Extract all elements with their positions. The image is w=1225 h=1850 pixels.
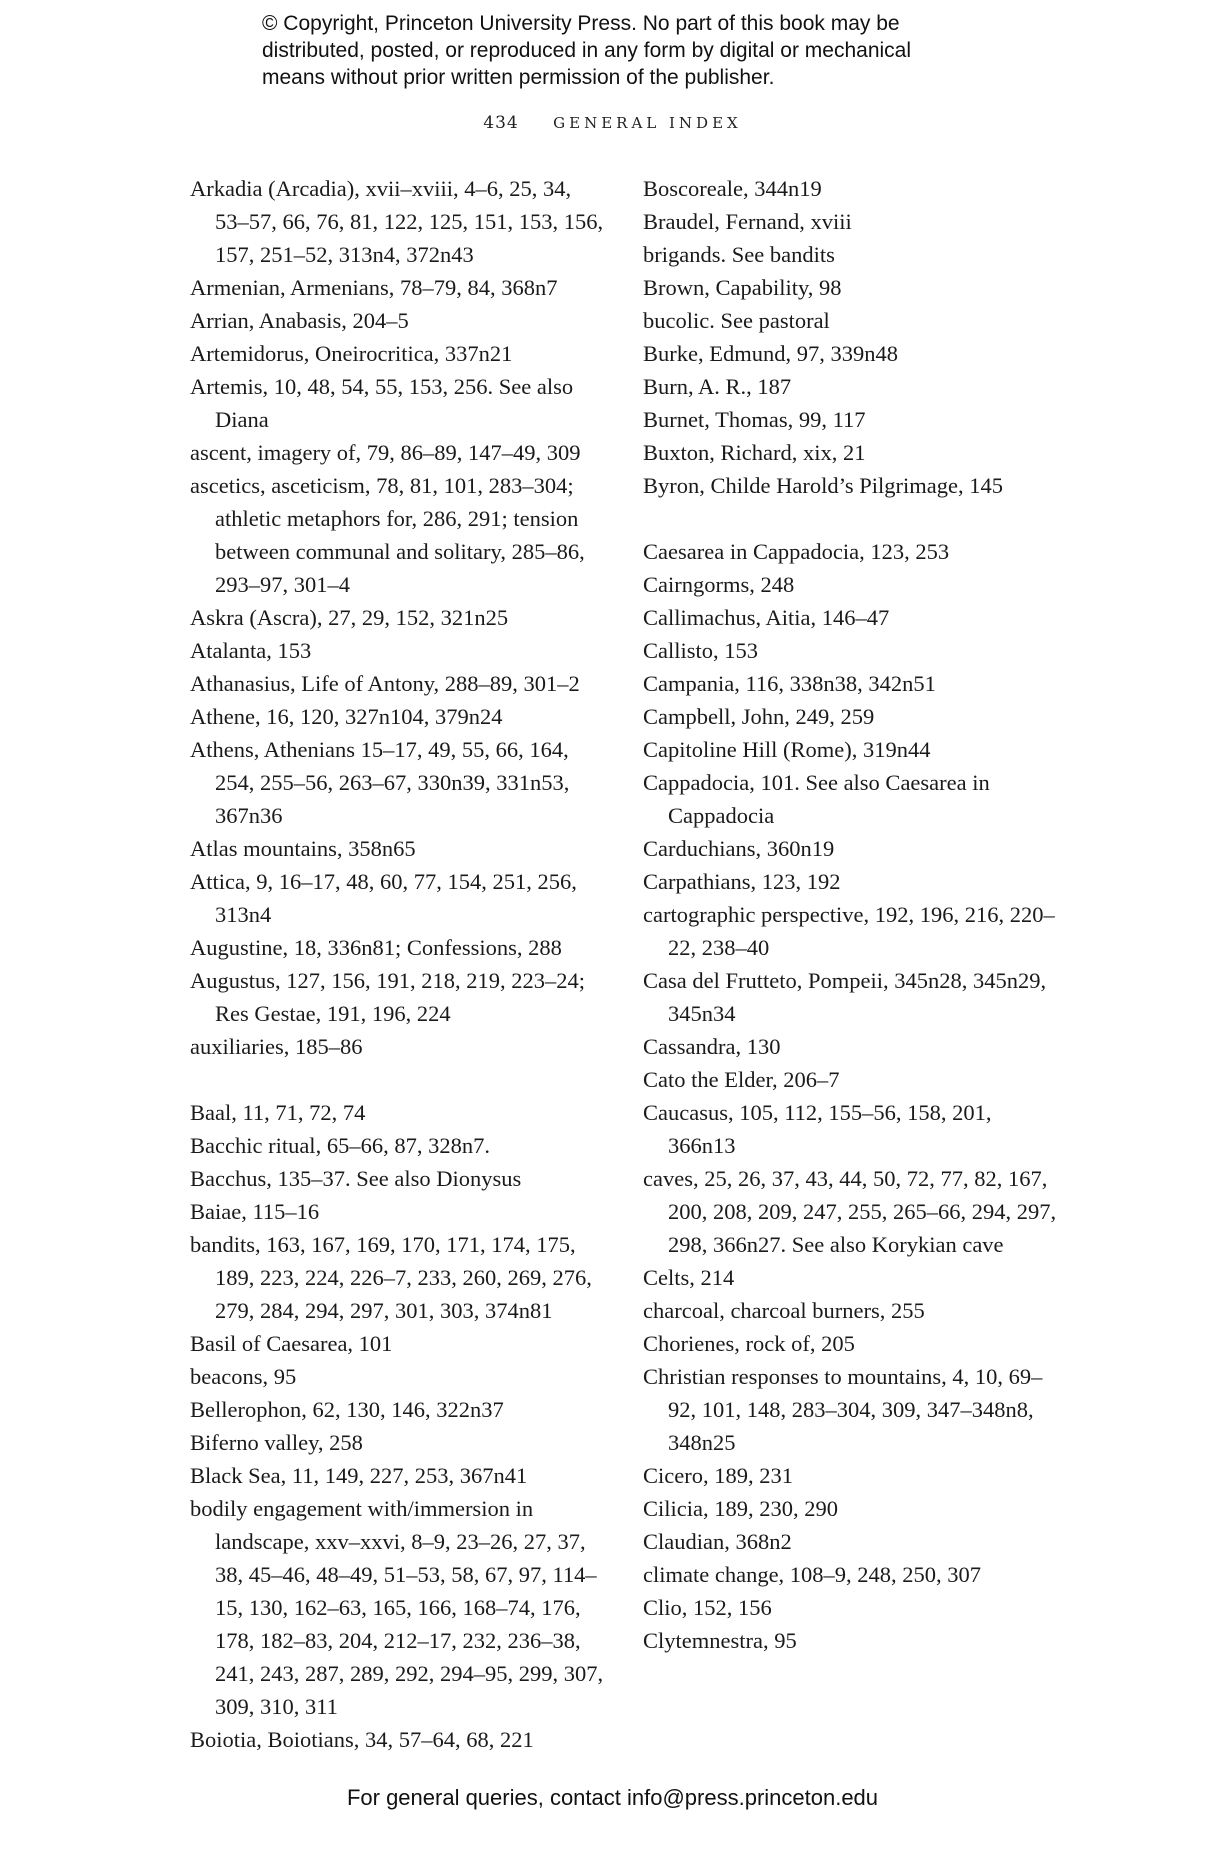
index-entry: Burke, Edmund, 97, 339n48: [643, 341, 898, 366]
index-entry: Campbell, John, 249, 259: [643, 704, 875, 729]
index-entry: Callisto, 153: [643, 638, 759, 663]
index-entry: Bacchic ritual, 65–66, 87, 328n7.: [190, 1133, 490, 1158]
index-entry: Boiotia, Boiotians, 34, 57–64, 68, 221: [190, 1727, 534, 1752]
index-entry: climate change, 108–9, 248, 250, 307: [643, 1562, 982, 1587]
index-entry: Christian responses to mountains, 4, 10, 69–92, 101, 148, 283–304, 309, 347–348n8, 348n25: [643, 1364, 1043, 1455]
index-entry: Artemidorus, Oneirocritica, 337n21: [190, 341, 513, 366]
index-entry: Cicero, 189, 231: [643, 1463, 793, 1488]
index-column-right: [643, 172, 1063, 1657]
index-column-left: [190, 172, 610, 1756]
page-title: GENERAL INDEX: [553, 114, 742, 132]
index-entry: Buxton, Richard, xix, 21: [643, 440, 866, 465]
index-entry: ascent, imagery of, 79, 86–89, 147–49, 309: [190, 440, 581, 465]
index-entry: ascetics, asceticism, 78, 81, 101, 283–304; athletic metaphors for, 286, 291; tension between communal and solitary, 285–86, 293–97, 301–4: [190, 473, 585, 597]
section-gap: [190, 1063, 610, 1096]
index-entry: Claudian, 368n2: [643, 1529, 792, 1554]
index-entry: Bellerophon, 62, 130, 146, 322n37: [190, 1397, 504, 1422]
copyright-line: distributed, posted, or reproduced in any form by digital or mechanical: [262, 39, 912, 62]
index-entry: Biferno valley, 258: [190, 1430, 363, 1455]
running-head: [0, 113, 1225, 133]
index-entry: Augustus, 127, 156, 191, 218, 219, 223–24; Res Gestae, 191, 196, 224: [190, 968, 586, 1026]
index-entry: Baal, 11, 71, 72, 74: [190, 1100, 366, 1125]
index-entry: Chorienes, rock of, 205: [643, 1331, 855, 1356]
index-entry: Burn, A. R., 187: [643, 374, 792, 399]
page-number: 434: [483, 113, 519, 133]
index-entry: Cairngorms, 248: [643, 572, 795, 597]
index-entry: Callimachus, Aitia, 146–47: [643, 605, 890, 630]
index-entry: Basil of Caesarea, 101: [190, 1331, 393, 1356]
index-entry: cartographic perspective, 192, 196, 216, 220–22, 238–40: [643, 902, 1055, 960]
index-entry: Artemis, 10, 48, 54, 55, 153, 256. See also Diana: [190, 374, 574, 432]
index-entry: Clio, 152, 156: [643, 1595, 772, 1620]
index-entry: Black Sea, 11, 149, 227, 253, 367n41: [190, 1463, 528, 1488]
index-entry: Carduchians, 360n19: [643, 836, 835, 861]
index-entry: Attica, 9, 16–17, 48, 60, 77, 154, 251, 256, 313n4: [190, 869, 577, 927]
index-entry: Bacchus, 135–37. See also Dionysus: [190, 1166, 522, 1191]
footer-contact: For general queries, contact info@press.princeton.edu: [346, 1785, 879, 1810]
index-entry: beacons, 95: [190, 1364, 297, 1389]
index-entry: brigands. See bandits: [643, 242, 835, 267]
index-entry: Athene, 16, 120, 327n104, 379n24: [190, 704, 503, 729]
index-entry: Cato the Elder, 206–7: [643, 1067, 840, 1092]
index-entry: Arkadia (Arcadia), xvii–xviii, 4–6, 25, 34, 53–57, 66, 76, 81, 122, 125, 151, 153, 156, 157, 251–52, 313n4, 372n43: [190, 176, 604, 267]
index-entry: Atalanta, 153: [190, 638, 312, 663]
index-entry: Caucasus, 105, 112, 155–56, 158, 201, 366n13: [643, 1100, 992, 1158]
index-entry: Caesarea in Cappadocia, 123, 253: [643, 539, 950, 564]
index-entry: Baiae, 115–16: [190, 1199, 320, 1224]
copyright-notice: [262, 10, 982, 91]
index-entry: Braudel, Fernand, xviii: [643, 209, 852, 234]
index-entry: auxiliaries, 185–86: [190, 1034, 363, 1059]
index-entry: Cassandra, 130: [643, 1034, 781, 1059]
index-entry: caves, 25, 26, 37, 43, 44, 50, 72, 77, 82, 167, 200, 208, 209, 247, 255, 265–66, 294, 297, 298, 366n27. See also Korykian cave: [643, 1166, 1057, 1257]
index-entry: Athens, Athenians 15–17, 49, 55, 66, 164, 254, 255–56, 263–67, 330n39, 331n53, 367n36: [190, 737, 570, 828]
index-entry: Cappadocia, 101. See also Caesarea in Cappadocia: [643, 770, 990, 828]
index-entry: Arrian, Anabasis, 204–5: [190, 308, 409, 333]
index-entry: Celts, 214: [643, 1265, 735, 1290]
index-entry: bandits, 163, 167, 169, 170, 171, 174, 175, 189, 223, 224, 226–7, 233, 260, 269, 276, 279, 284, 294, 297, 301, 303, 374n81: [190, 1232, 592, 1323]
index-entry: Burnet, Thomas, 99, 117: [643, 407, 866, 432]
index-entry: bucolic. See pastoral: [643, 308, 830, 333]
index-entry: Brown, Capability, 98: [643, 275, 842, 300]
index-entry: Casa del Frutteto, Pompeii, 345n28, 345n29, 345n34: [643, 968, 1047, 1026]
index-entry: Boscoreale, 344n19: [643, 176, 822, 201]
index-entry: charcoal, charcoal burners, 255: [643, 1298, 925, 1323]
index-entry: Cilicia, 189, 230, 290: [643, 1496, 838, 1521]
index-entry: Armenian, Armenians, 78–79, 84, 368n7: [190, 275, 558, 300]
index-entry: bodily engagement with/immersion in landscape, xxv–xxvi, 8–9, 23–26, 27, 37, 38, 45–46, 48–49, 51–53, 58, 67, 97, 114–15, 130, 162–63, 165, 166, 168–74, 176, 178, 182–83, 204, 212–17, 232, 236–38, 241, 243, 287, 289, 292, 294–95, 299, 307, 309, 310, 311: [190, 1496, 604, 1719]
index-entry: Atlas mountains, 358n65: [190, 836, 416, 861]
index-entry: Campania, 116, 338n38, 342n51: [643, 671, 936, 696]
index-entry: Byron, Childe Harold’s Pilgrimage, 145: [643, 473, 1003, 498]
copyright-line: © Copyright, Princeton University Press. No part of this book may be: [262, 12, 900, 35]
index-entry: Carpathians, 123, 192: [643, 869, 841, 894]
index-entry: Askra (Ascra), 27, 29, 152, 321n25: [190, 605, 509, 630]
section-gap: [643, 502, 1063, 535]
index-entry: Clytemnestra, 95: [643, 1628, 797, 1653]
copyright-line: means without prior written permission of the publisher.: [262, 66, 775, 89]
index-entry: Augustine, 18, 336n81; Confessions, 288: [190, 935, 562, 960]
index-entry: Athanasius, Life of Antony, 288–89, 301–2: [190, 671, 580, 696]
index-entry: Capitoline Hill (Rome), 319n44: [643, 737, 931, 762]
